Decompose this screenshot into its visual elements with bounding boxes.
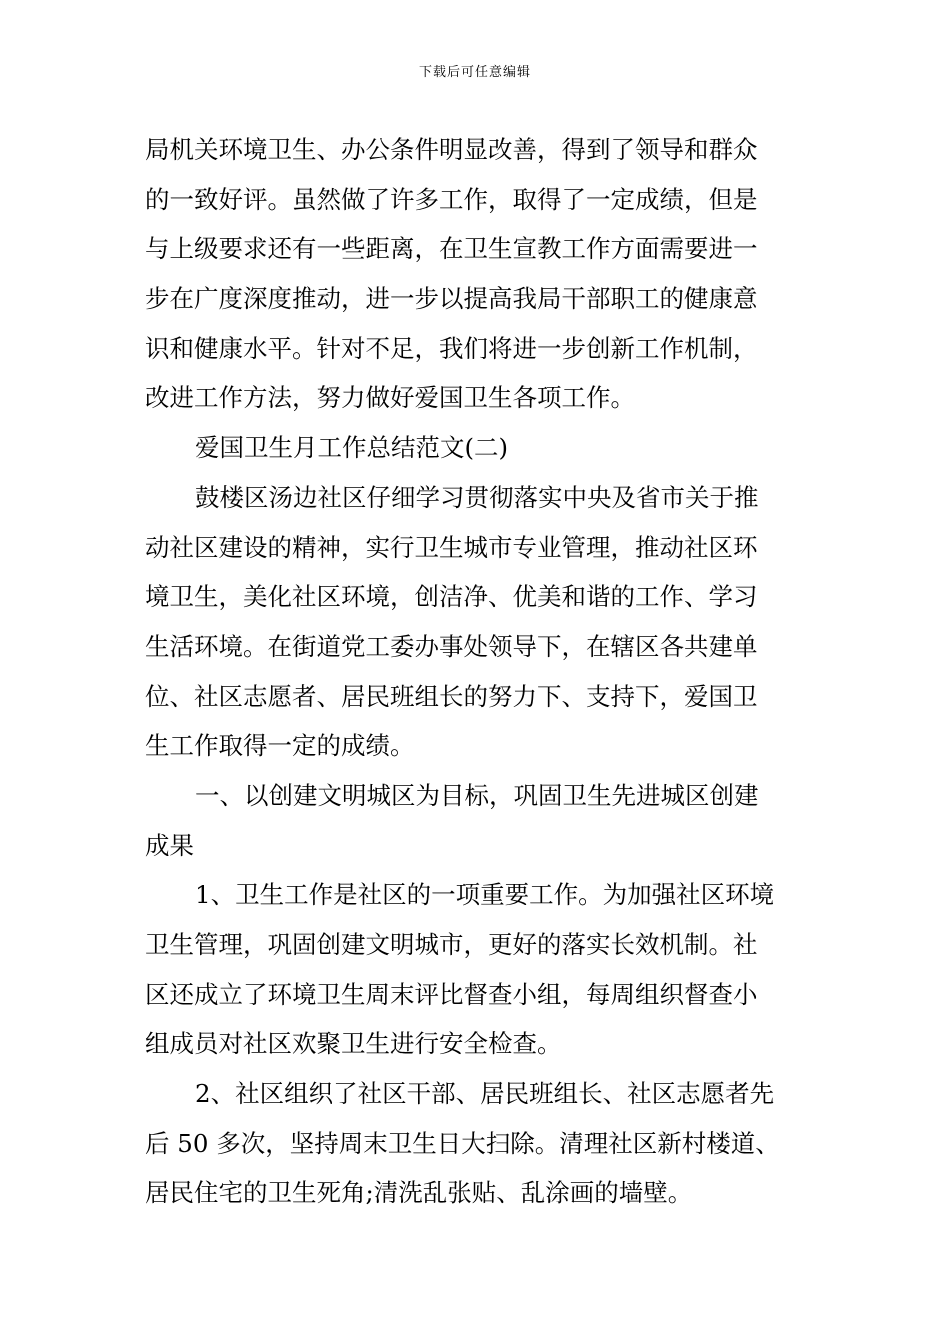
text-line: 卫生管理，巩固创建文明城市，更好的落实长效机制。社 xyxy=(145,930,758,959)
text-line: 步在广度深度推动，进一步以提高我局干部职工的健康意 xyxy=(145,284,758,314)
text-line: 组成员对社区欢聚卫生进行安全检查。 xyxy=(145,1029,562,1059)
text-line: 动社区建设的精神，实行卫生城市专业管理，推动社区环 xyxy=(145,532,758,562)
text-line: 的一致好评。虽然做了许多工作，取得了一定成绩，但是 xyxy=(145,184,758,214)
page-header: 下载后可任意编辑 xyxy=(418,65,531,80)
section-title: 爱国卫生月工作总结范文(二) xyxy=(195,433,509,463)
text-line: 境卫生，美化社区环境，创洁净、优美和谐的工作、学习 xyxy=(145,582,758,612)
text-line: 生活环境。在街道党工委办事处领导下，在辖区各共建单 xyxy=(145,631,758,661)
text-line: 鼓楼区汤边社区仔细学习贯彻落实中央及省市关于推 xyxy=(195,482,759,512)
section-heading: 一、以创建文明城区为目标，巩固卫生先进城区创建 xyxy=(195,780,759,810)
text-line: 局机关环境卫生、办公条件明显改善，得到了领导和群众 xyxy=(145,135,758,164)
text-line: 2、社区组织了社区干部、居民班组长、社区志愿者先 xyxy=(195,1079,775,1109)
document-body xyxy=(145,125,810,1218)
text-line: 后 50 多次，坚持周末卫生日大扫除。清理社区新村楼道、 xyxy=(145,1128,780,1158)
text-line: 成果 xyxy=(145,830,194,860)
text-line: 区还成立了环境卫生周末评比督查小组，每周组织督查小 xyxy=(145,979,758,1009)
text-line: 1、卫生工作是社区的一项重要工作。为加强社区环境 xyxy=(195,880,775,910)
text-line: 改进工作方法，努力做好爱国卫生各项工作。 xyxy=(145,383,635,413)
text-line: 居民住宅的卫生死角;清洗乱张贴、乱涂画的墙壁。 xyxy=(145,1178,693,1208)
text-line: 识和健康水平。针对不足，我们将进一步创新工作机制， xyxy=(145,333,758,363)
text-line: 位、社区志愿者、居民班组长的努力下、支持下，爱国卫 xyxy=(145,681,758,711)
text-line: 与上级要求还有一些距离，在卫生宣教工作方面需要进一 xyxy=(145,234,758,264)
text-line: 生工作取得一定的成绩。 xyxy=(145,731,415,761)
